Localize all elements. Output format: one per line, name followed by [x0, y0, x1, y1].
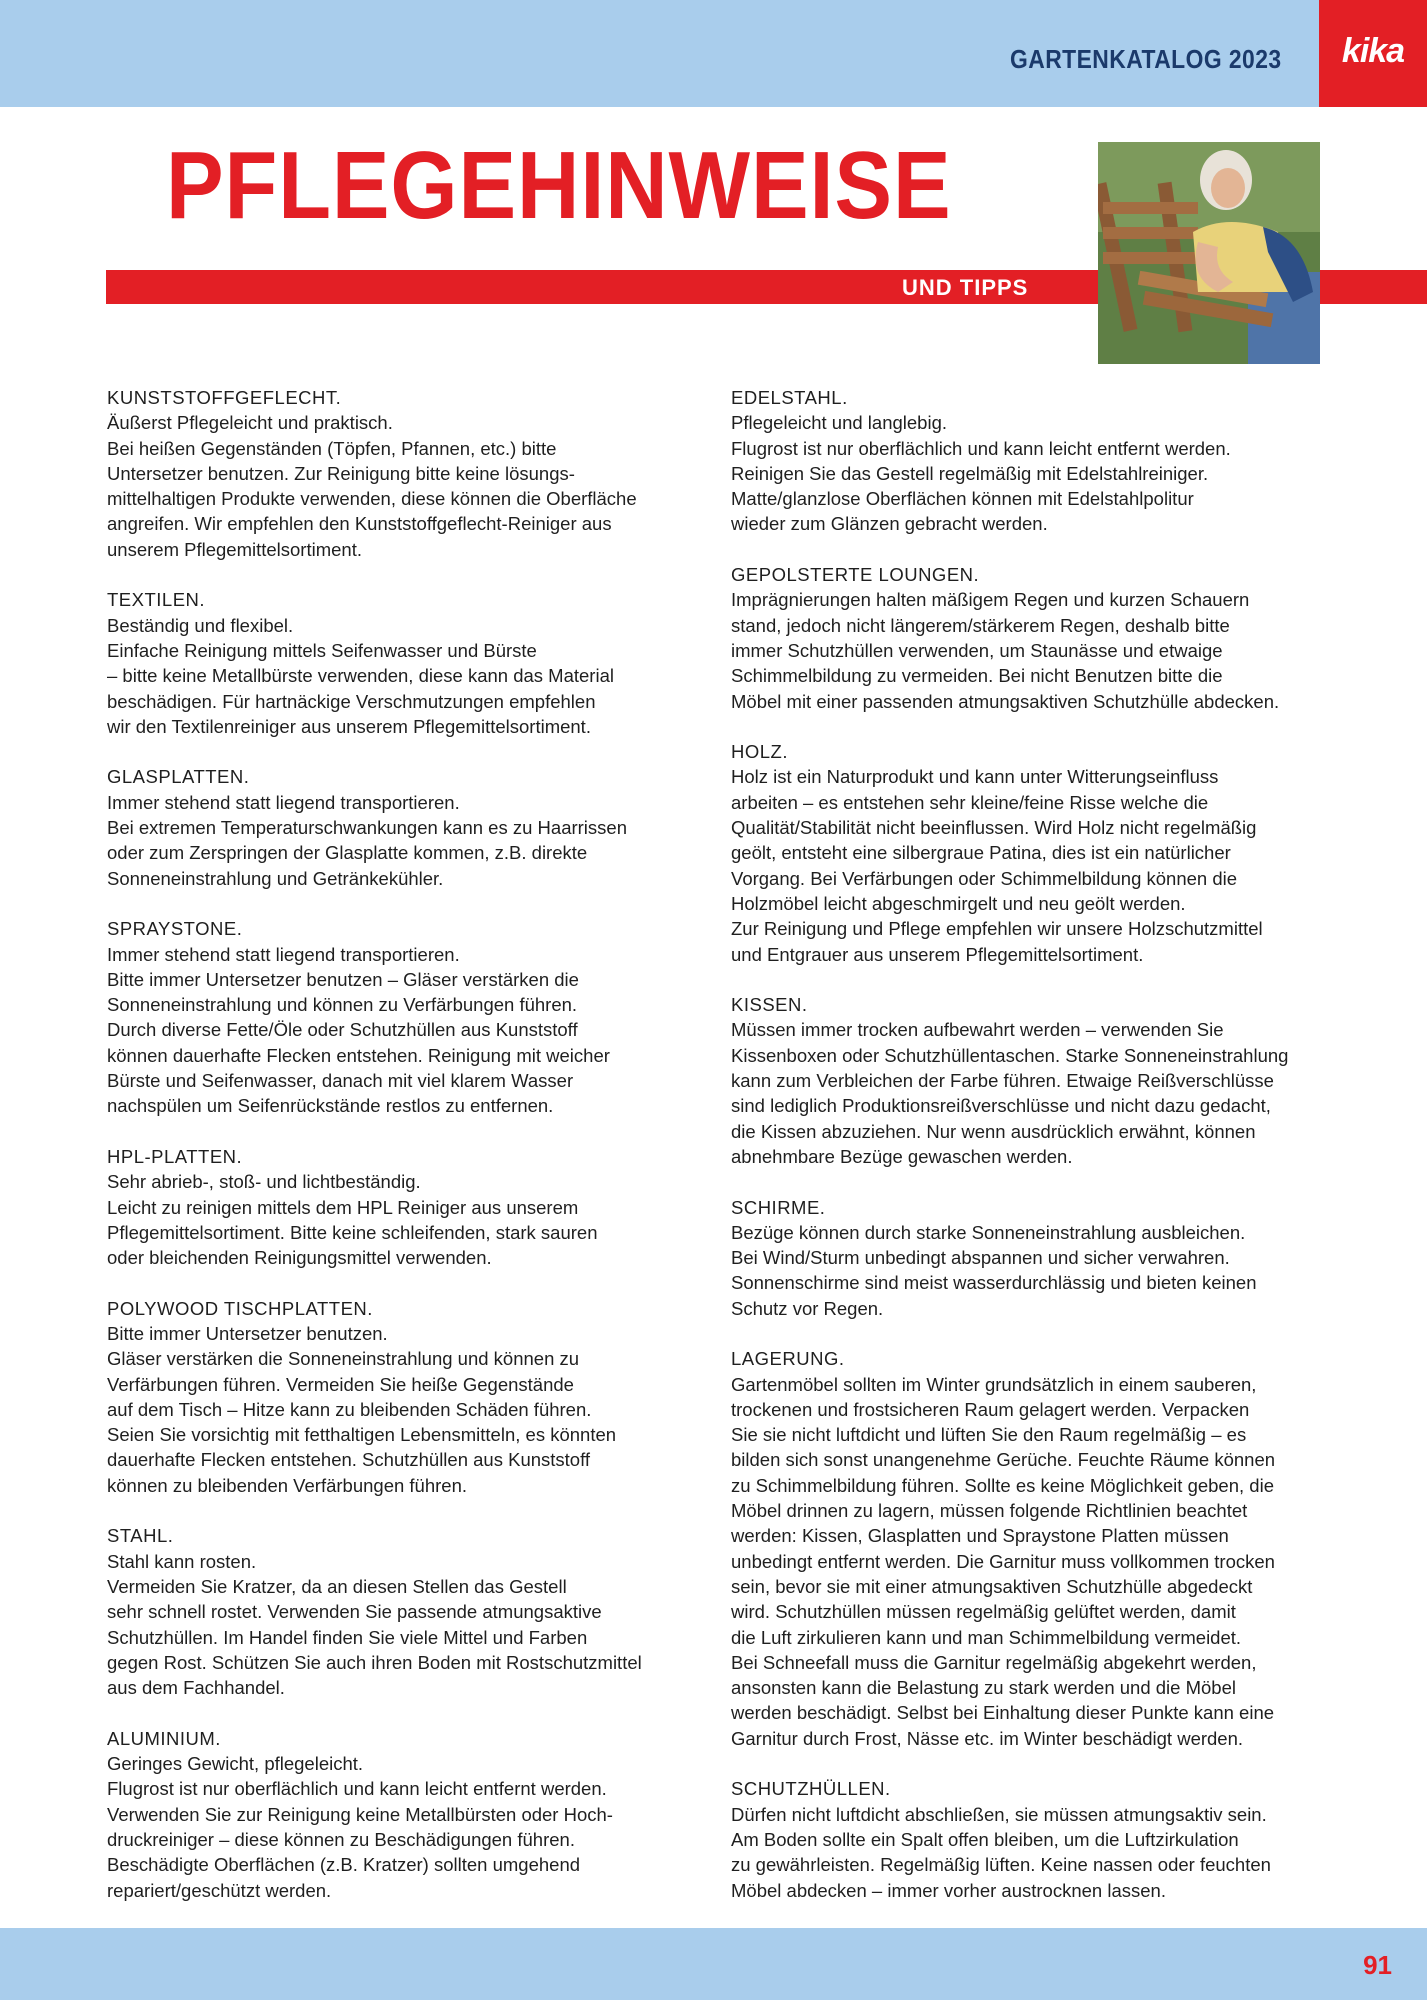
section-line: – bitte keine Metallbürste verwenden, diese kann das Material	[107, 665, 614, 687]
section-line: Bitte immer Untersetzer benutzen – Gläser verstärken die	[107, 968, 579, 990]
section-line: Flugrost ist nur oberflächlich und kann leicht entfernt werden.	[731, 437, 1231, 459]
section-line: Bei Schneefall muss die Garnitur regelmäßig abgekehrt werden,	[731, 1651, 1257, 1673]
section-heading: POLYWOOD TISCHPLATTEN.	[107, 1297, 373, 1319]
section-line: Sonneneinstrahlung und Getränkekühler.	[107, 867, 444, 889]
section-line: Gartenmöbel sollten im Winter grundsätzlich in einem sauberen,	[731, 1373, 1257, 1395]
section-line: abnehmbare Bezüge gewaschen werden.	[731, 1145, 1073, 1167]
section-schutzhuellen	[731, 1776, 1331, 1902]
section-line: Äußerst Pflegeleicht und praktisch.	[107, 412, 393, 434]
section-line: unbedingt entfernt werden. Die Garnitur muss vollkommen trocken	[731, 1550, 1275, 1572]
section-line: Pflegeleicht und langlebig.	[731, 412, 947, 434]
right-column	[731, 385, 1331, 1928]
section-line: Vermeiden Sie Kratzer, da an diesen Stellen das Gestell	[107, 1575, 567, 1597]
section-line: repariert/geschützt werden.	[107, 1879, 332, 1901]
page-title: PFLEGEHINWEISE	[166, 132, 952, 239]
section-polywood-tischplatten	[107, 1296, 707, 1498]
section-line: sein, bevor sie mit einer atmungsaktiven Schutzhülle abgedeckt	[731, 1575, 1253, 1597]
section-kissen	[731, 992, 1331, 1169]
page-number: 91	[1363, 1950, 1392, 1980]
section-heading: KUNSTSTOFFGEFLECHT.	[107, 387, 342, 408]
section-heading: HOLZ.	[731, 741, 788, 763]
section-edelstahl	[731, 385, 1331, 537]
section-line: Schimmelbildung zu vermeiden. Bei nicht Benutzen bitte die	[731, 665, 1223, 687]
section-line: sind lediglich Produktionsreißverschlüsse und nicht dazu gedacht,	[731, 1095, 1271, 1117]
section-line: Holzmöbel leicht abgeschmirgelt und neu geölt werden.	[731, 892, 1186, 914]
section-line: immer Schutzhüllen verwenden, um Staunässe und etwaige	[731, 639, 1223, 661]
brand-logo[interactable]	[1319, 0, 1427, 107]
section-hpl-platten	[107, 1144, 707, 1270]
section-line: Bei extremen Temperaturschwankungen kann es zu Haarrissen	[107, 817, 627, 839]
section-heading: GLASPLATTEN.	[107, 766, 250, 788]
section-glasplatten	[107, 764, 707, 890]
section-line: nachspülen um Seifenrückstände restlos zu entfernen.	[107, 1095, 554, 1117]
section-line: Verfärbungen führen. Vermeiden Sie heiße Gegenstände	[107, 1373, 574, 1395]
section-line: unserem Pflegemittelsortiment.	[107, 538, 362, 560]
section-line: kann zum Verbleichen der Farbe führen. Etwaige Reißverschlüsse	[731, 1070, 1274, 1092]
section-line: Möbel drinnen zu lagern, müssen folgende Richtlinien beachtet	[731, 1500, 1248, 1522]
hero-photo	[1098, 142, 1320, 364]
section-heading: SCHIRME.	[731, 1196, 826, 1218]
section-line: und Entgrauer aus unserem Pflegemittelsortiment.	[731, 943, 1144, 965]
section-textilen	[107, 587, 707, 739]
section-heading: STAHL.	[107, 1525, 174, 1547]
section-line: druckreiniger – diese können zu Beschädigungen führen.	[107, 1828, 575, 1850]
section-line: beschädigen. Für hartnäckige Verschmutzungen empfehlen	[107, 690, 596, 712]
section-line: wir den Textilenreiniger aus unserem Pflegemittelsortiment.	[107, 715, 591, 737]
section-line: dauerhafte Flecken entstehen. Schutzhüllen aus Kunststoff	[107, 1449, 591, 1471]
section-line: Vorgang. Bei Verfärbungen oder Schimmelbildung können die	[731, 867, 1238, 889]
section-line: ansonsten kann die Belastung zu stark werden und die Möbel	[731, 1677, 1236, 1699]
section-line: Zur Reinigung und Pflege empfehlen wir unsere Holzschutzmittel	[731, 918, 1263, 940]
section-line: Untersetzer benutzen. Zur Reinigung bitte keine lösungs-	[107, 462, 575, 484]
section-line: Am Boden sollte ein Spalt offen bleiben, um die Luftzirkulation	[731, 1828, 1239, 1850]
section-line: Bürste und Seifenwasser, danach mit viel klarem Wasser	[107, 1070, 574, 1092]
section-line: Verwenden Sie zur Reinigung keine Metallbürsten oder Hoch-	[107, 1803, 613, 1825]
section-line: Bei Wind/Sturm unbedingt abspannen und sicher verwahren.	[731, 1247, 1230, 1269]
section-line: Dürfen nicht luftdicht abschließen, sie müssen atmungsaktiv sein.	[731, 1803, 1267, 1825]
section-aluminium	[107, 1726, 707, 1903]
section-line: auf dem Tisch – Hitze kann zu bleibenden Schäden führen.	[107, 1398, 592, 1420]
section-heading: GEPOLSTERTE LOUNGEN.	[731, 564, 980, 586]
section-line: Stahl kann rosten.	[107, 1550, 257, 1572]
section-heading: TEXTILEN.	[107, 589, 206, 611]
section-line: Sonneneinstrahlung und können zu Verfärbungen führen.	[107, 994, 578, 1016]
section-line: Immer stehend statt liegend transportieren.	[107, 943, 460, 965]
section-line: Bitte immer Untersetzer benutzen.	[107, 1322, 388, 1344]
section-line: zu Schimmelbildung führen. Sollte es keine Möglichkeit geben, die	[731, 1474, 1274, 1496]
section-line: aus dem Fachhandel.	[107, 1677, 285, 1699]
section-heading: SPRAYSTONE.	[107, 918, 243, 940]
section-stahl	[107, 1523, 707, 1700]
section-line: die Luft zirkulieren kann und man Schimmelbildung vermeidet.	[731, 1626, 1242, 1648]
section-line: mittelhaltigen Produkte verwenden, diese können die Oberfläche	[107, 488, 637, 510]
section-spraystone	[107, 916, 707, 1118]
section-line: oder bleichenden Reinigungsmittel verwenden.	[107, 1247, 492, 1269]
section-line: sehr schnell rostet. Verwenden Sie passende atmungsaktive	[107, 1601, 602, 1623]
section-line: Matte/glanzlose Oberflächen können mit Edelstahlpolitur	[731, 488, 1194, 510]
section-line: können zu bleibenden Verfärbungen führen.	[107, 1474, 468, 1496]
hero-photo-illustration	[1098, 142, 1320, 364]
section-lagerung	[731, 1346, 1331, 1751]
section-line: Einfache Reinigung mittels Seifenwasser und Bürste	[107, 639, 537, 661]
section-line: zu gewährleisten. Regelmäßig lüften. Keine nassen oder feuchten	[731, 1854, 1271, 1876]
section-line: Imprägnierungen halten mäßigem Regen und kurzen Schauern	[731, 589, 1250, 611]
section-line: wird. Schutzhüllen müssen regelmäßig gelüftet werden, damit	[731, 1601, 1236, 1623]
section-line: bilden sich sonst unangenehme Gerüche. Feuchte Räume können	[731, 1449, 1276, 1471]
section-line: trockenen und frostsicheren Raum gelagert werden. Verpacken	[731, 1398, 1250, 1420]
section-line: stand, jedoch nicht längerem/stärkerem Regen, deshalb bitte	[731, 614, 1230, 636]
section-line: Reinigen Sie das Gestell regelmäßig mit Edelstahlreiniger.	[731, 462, 1209, 484]
section-heading: EDELSTAHL.	[731, 387, 848, 408]
section-line: Gläser verstärken die Sonneneinstrahlung und können zu	[107, 1348, 580, 1370]
section-line: Schutz vor Regen.	[731, 1297, 884, 1319]
section-line: Schutzhüllen. Im Handel finden Sie viele Mittel und Farben	[107, 1626, 588, 1648]
section-line: Qualität/Stabilität nicht beeinflussen. Wird Holz nicht regelmäßig	[731, 817, 1257, 839]
section-line: geölt, entsteht eine silbergraue Patina, dies ist ein natürlicher	[731, 842, 1231, 864]
catalog-title: GARTENKATALOG 2023	[1010, 44, 1282, 74]
section-line: Bei heißen Gegenständen (Töpfen, Pfannen, etc.) bitte	[107, 437, 557, 459]
section-heading: ALUMINIUM.	[107, 1727, 221, 1749]
section-line: arbeiten – es entstehen sehr kleine/feine Risse welche die	[731, 791, 1209, 813]
section-line: Müssen immer trocken aufbewahrt werden – verwenden Sie	[731, 1019, 1224, 1041]
section-line: Flugrost ist nur oberflächlich und kann leicht entfernt werden.	[107, 1778, 607, 1800]
section-line: Pflegemittelsortiment. Bitte keine schleifenden, stark sauren	[107, 1221, 598, 1243]
section-line: die Kissen abzuziehen. Nur wenn ausdrücklich erwähnt, können	[731, 1120, 1256, 1142]
section-line: Leicht zu reinigen mittels dem HPL Reiniger aus unserem	[107, 1196, 579, 1218]
section-line: können dauerhafte Flecken entstehen. Reinigung mit weicher	[107, 1044, 610, 1066]
section-schirme	[731, 1195, 1331, 1321]
section-heading: HPL-PLATTEN.	[107, 1145, 243, 1167]
bottom-band	[0, 1928, 1427, 2000]
section-holz	[731, 739, 1331, 967]
section-line: Geringes Gewicht, pflegeleicht.	[107, 1753, 364, 1775]
section-kunststoffgeflecht	[107, 385, 707, 562]
section-line: Sie sie nicht luftdicht und lüften Sie den Raum regelmäßig – es	[731, 1424, 1247, 1446]
section-line: Möbel abdecken – immer vorher austrocknen lassen.	[731, 1879, 1166, 1901]
section-line: Immer stehend statt liegend transportieren.	[107, 791, 460, 813]
section-line: Sehr abrieb-, stoß- und lichtbeständig.	[107, 1171, 421, 1193]
section-line: angreifen. Wir empfehlen den Kunststoffgeflecht-Reiniger aus	[107, 513, 612, 535]
section-line: Möbel mit einer passenden atmungsaktiven Schutzhülle abdecken.	[731, 690, 1280, 712]
section-gepolsterte-loungen	[731, 562, 1331, 714]
page-subtitle: UND TIPPS	[902, 275, 1029, 300]
section-heading: LAGERUNG.	[731, 1348, 845, 1370]
section-heading: SCHUTZHÜLLEN.	[731, 1778, 891, 1800]
section-line: Holz ist ein Naturprodukt und kann unter Witterungseinfluss	[731, 766, 1219, 788]
section-heading: KISSEN.	[731, 994, 808, 1016]
section-line: Beständig und flexibel.	[107, 614, 294, 636]
section-line: gegen Rost. Schützen Sie auch ihren Boden mit Rostschutzmittel	[107, 1651, 642, 1673]
section-line: Sonnenschirme sind meist wasserdurchlässig und bieten keinen	[731, 1272, 1257, 1294]
section-line: wieder zum Glänzen gebracht werden.	[731, 513, 1048, 535]
left-column	[107, 385, 707, 1928]
section-line: Bezüge können durch starke Sonneneinstrahlung ausbleichen.	[731, 1221, 1246, 1243]
section-line: Durch diverse Fette/Öle oder Schutzhüllen aus Kunststoff	[107, 1019, 578, 1041]
section-line: Kissenboxen oder Schutzhüllentaschen. Starke Sonneneinstrahlung	[731, 1044, 1289, 1066]
section-line: oder zum Zerspringen der Glasplatte kommen, z.B. direkte	[107, 842, 588, 864]
brand-logo-text: kika	[1341, 32, 1405, 70]
section-line: Beschädigte Oberflächen (z.B. Kratzer) sollten umgehend	[107, 1854, 581, 1876]
section-line: werden: Kissen, Glasplatten und Spraystone Platten müssen	[731, 1525, 1229, 1547]
section-line: Garnitur durch Frost, Nässe etc. im Winter beschädigt werden.	[731, 1727, 1244, 1749]
section-line: Seien Sie vorsichtig mit fetthaltigen Lebensmitteln, es könnten	[107, 1424, 617, 1446]
section-line: werden beschädigt. Selbst bei Einhaltung dieser Punkte kann eine	[731, 1702, 1275, 1724]
